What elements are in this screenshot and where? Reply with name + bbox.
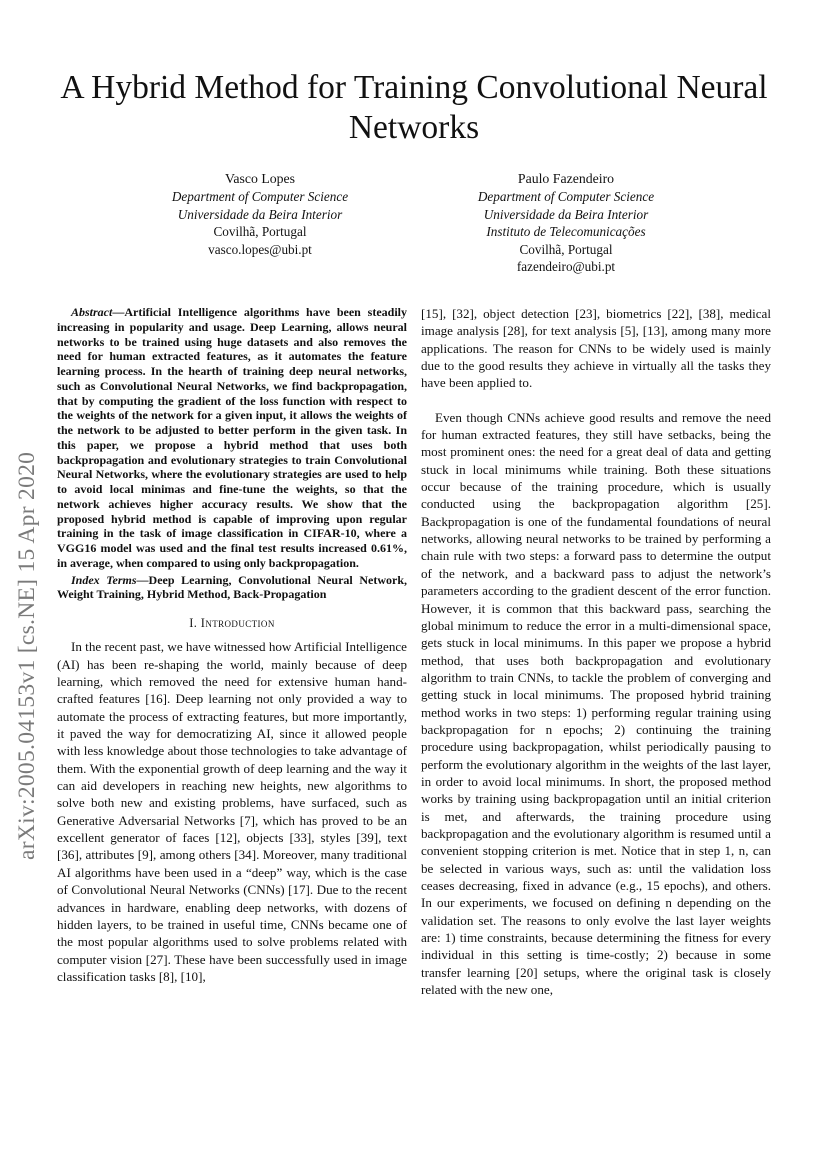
- author-department: Department of Computer Science: [171, 189, 349, 205]
- author-block-1: [110, 170, 410, 258]
- author-department: Department of Computer Science: [477, 189, 655, 205]
- author-name: Paulo Fazendeiro: [517, 171, 615, 186]
- abstract: Abstract—Artificial Intelligence algorithms have been steadily increasing in popularity and usage. Deep Learning, allows neural networks to be trained using huge datasets and also removes the need for human extracted features, as it automates the feature learning process. In the hearth of training deep neural networks, such as Convolutional Neural Networks, we find backpropagation, that by computing the gradient of the loss function with respect to the weights of the network for a given input, it allows the weights of the network to be adjusted to better perform in the given task. In this paper, we propose a hybrid method that uses both backpropagation and evolutionary strategies to train Convolutional Neural Networks, where the evolutionary strategies are used to help to avoid local minimas and fine-tune the weights, so that the network achieves higher accuracy results. We show that the proposed hybrid method is capable of improving upon regular training in the task of image classification in CIFAR-10, where a VGG16 model was used and the final test results increased 0.61%, in average, when compared to using only backpropagation.: [57, 305, 407, 570]
- arxiv-stamp: arXiv:2005.04153v1 [cs.NE] 15 Apr 2020: [14, 451, 40, 860]
- abstract-text: Artificial Intelligence algorithms have been steadily increasing in popularity and usage. Deep Learning, allows neural networks to be trained using huge datasets and also removes the need for human extracted features, as it automates the feature learning process. In the hearth of training deep neural networks, such as Convolutional Neural Networks, we find backpropagation, that by computing the gradient of the loss function with respect to the weights of the network for a given input, it allows the weights of the network to be adjusted to better perform in the given task. In this paper, we propose a hybrid method that uses both backpropagation and evolutionary strategies to train Convolutional Neural Networks, where the evolutionary strategies are used to help to avoid local minimas and fine-tune the weights, so that the network achieves higher accuracy results. We show that the proposed hybrid method is capable of improving upon regular training in the task of image classification in CIFAR-10, where a VGG16 model was used and the final test results increased 0.61%, in average, when compared to using only backpropagation.: [57, 305, 407, 570]
- author-institute: Instituto de Telecomunicações: [486, 224, 646, 240]
- author-location: Covilhã, Portugal: [213, 224, 307, 240]
- right-column: [421, 305, 771, 998]
- author-email[interactable]: fazendeiro@ubi.pt: [516, 259, 616, 275]
- index-terms-label: Index Terms: [71, 572, 137, 587]
- section-title: Introduction: [200, 616, 275, 630]
- author-name: Vasco Lopes: [224, 171, 296, 186]
- abstract-label: Abstract: [71, 305, 113, 319]
- index-terms: Index Terms—Deep Learning, Convolutional Neural Network, Weight Training, Hybrid Method, Back-Propagation: [57, 572, 408, 602]
- index-terms-text: Deep Learning, Convolutional Neural Network, Weight Training, Hybrid Method, Back-Propagation: [57, 572, 408, 602]
- author-university: Universidade da Beira Interior: [483, 206, 649, 222]
- author-email[interactable]: vasco.lopes@ubi.pt: [208, 241, 312, 257]
- section-number: I.: [189, 616, 198, 630]
- section-heading: [57, 615, 407, 632]
- body-paragraph: In the recent past, we have witnessed how Artificial Intelligence (AI) has been re-shaping the world, mainly because of deep learning, which removed the need for extensive human hand-crafted features [16]. Deep learning not only provided a way to automate the process of extracting features, but more importantly, it paved the way for democratizing AI, since it allowed people with less knowledge about those technologies to take advantage of them. With the exponential growth of deep learning and the way it can aid developers in reaching new heights, new algorithms to solve both new and existing problems, have surfaced, such as Generative Adversarial Networks [7], which has proved to be an excellent generator of faces [12], objects [33], styles [39], text [36], attributes [9], among others [34]. Moreover, many traditional AI algorithms have been used in a “deep” way, which is the case of Convolutional Neural Networks (CNNs) [17]. Due to the recent advances in hardware, enabling deep networks, with dozens of hidden layers, to be trained in useful time, CNNs became one of the most popular algorithms used to solve problems related with computer vision [27]. These have been successfully used in image classification tasks [8], [10],: [57, 639, 407, 984]
- author-location: Covilhã, Portugal: [519, 241, 613, 257]
- paper-title: A Hybrid Method for Training Convolutional Neural Networks: [60, 69, 768, 146]
- author-university: Universidade da Beira Interior: [177, 206, 343, 222]
- left-column: [57, 305, 407, 985]
- body-paragraph: Even though CNNs achieve good results and remove the need for human extracted features, they still have setbacks, being the most prominent ones: the need for a great deal of data and getting stuck in local minimums while training. Both these situations occur because of the training procedure, which is usually conducted using the backpropagation algorithm [25]. Backpropagation is one of the fundamental foundations of neural networks, allowing neural networks to be trained by performing a chain rule with two steps: a forward pass to determine the output of the network, and a backward pass to adjust the network’s parameters according to the gradient descent of the error function. However, it is common that this backward pass, searching the global minimum to reduce the error in a multi-dimensional space, gets stuck in local minimums. In this paper we propose a hybrid method, that uses both backpropagation and evolutionary algorithm to train CNNs, to tackle the problem of converging and getting stuck in local minimums. The proposed hybrid training method works in two steps: 1) performing regular training using backpropagation for n epochs; 2) continuing the training procedure using backpropagation, whilst periodically pausing to perform the evolutionary algorithm in the weights of the last layer, in order to avoid local minimums. In short, the proposed method works by training using backpropagation until an initial criterion is met, and afterwards, the training procedure using backpropagation and the evolutionary algorithm is resumed until a convenient stopping criterion is met. Notice that in step 1, n, can be selected in various ways, such as: until the validation loss ceases decreasing, fixed in advance (e.g., 15 epochs), and others. In our experiments, we focused on defining n depending on the validation set. The reasons to only evolve the last layer weights are: 1) time constraints, because determining the fitness for every individual in this setting is time-costly; 2) because in some transfer learning [20] setups, where the original task is closely related with the new one,: [421, 409, 771, 998]
- body-paragraph: [15], [32], object detection [23], biometrics [22], [38], medical image analysis [28], for text analysis [5], [13], among many more applications. The reason for CNNs to be widely used is mainly due to the good results they achieve in virtually all the tasks they have been applied to.: [421, 306, 771, 391]
- author-block-2: [414, 170, 718, 275]
